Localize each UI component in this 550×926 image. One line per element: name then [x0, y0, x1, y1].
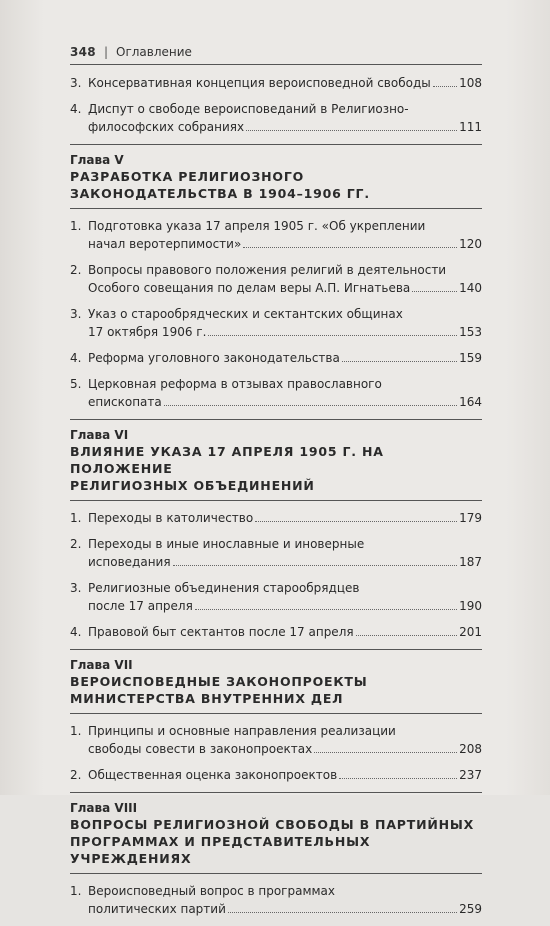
- toc-entry: [70, 375, 482, 411]
- dot-leader: [342, 361, 457, 362]
- entry-title: Реформа уголовного законодательства: [88, 351, 340, 365]
- entry-title-line1: Диспут о свободе вероисповеданий в Религиозно-: [88, 102, 409, 116]
- dot-leader: [208, 335, 457, 336]
- entry-title-line1: Подготовка указа 17 апреля 1905 г. «Об укреплении: [88, 219, 426, 233]
- entry-title-line1: Вопросы правового положения религий в деятельности: [88, 263, 447, 277]
- toc-entry: [70, 305, 482, 341]
- chapter-title-line1: РАЗРАБОТКА РЕЛИГИОЗНОГО: [70, 169, 305, 184]
- chapter-title: [70, 816, 482, 867]
- dot-leader: [314, 752, 457, 753]
- header-rule: [70, 64, 482, 65]
- dot-leader: [339, 778, 457, 779]
- toc-entry: [70, 766, 482, 784]
- entry-number: 2.: [70, 537, 82, 551]
- entry-number: 2.: [70, 263, 82, 277]
- chapter-title-line2: ЗАКОНОДАТЕЛЬСТВА В 1904–1906 ГГ.: [70, 186, 370, 201]
- dot-leader: [246, 130, 457, 131]
- entry-page: 187: [459, 555, 482, 569]
- toc-entry: [70, 882, 482, 918]
- entry-page: 237: [459, 768, 482, 782]
- entry-title-line2: политических партий: [88, 902, 226, 916]
- entry-title-line2: Особого совещания по делам веры А.П. Игнатьева: [88, 281, 411, 295]
- entry-page: 190: [459, 599, 482, 613]
- entry-title: Консервативная концепция вероисповедной свободы: [88, 76, 431, 90]
- section-rule: [70, 792, 482, 793]
- entry-title-line2: 17 октября 1906 г.: [88, 325, 207, 339]
- chapter-label: Глава V: [70, 153, 124, 167]
- entry-title-line1: Вероисповедный вопрос в программах: [88, 884, 336, 898]
- entry-number: 1.: [70, 511, 82, 525]
- section-rule: [70, 873, 482, 874]
- entry-number: 1.: [70, 219, 82, 233]
- entry-title-line2: епископата: [88, 395, 162, 409]
- entry-number: 3.: [70, 581, 82, 595]
- entry-page: 164: [459, 395, 482, 409]
- entry-page: 201: [459, 625, 482, 639]
- entry-title-line1: Указ о старообрядческих и сектантских общинах: [88, 307, 403, 321]
- dot-leader: [243, 247, 457, 248]
- toc-entry: [70, 100, 482, 136]
- entry-page: 108: [459, 76, 482, 90]
- entry-page: 140: [459, 281, 482, 295]
- section-rule: [70, 208, 482, 209]
- entry-title-line1: Переходы в иные инославные и иноверные: [88, 537, 365, 551]
- chapter-title: [70, 443, 482, 494]
- chapter-label: Глава VIII: [70, 801, 138, 815]
- entry-page: 179: [459, 511, 482, 525]
- toc-entry: [70, 261, 482, 297]
- entry-title-line2: исповедания: [88, 555, 171, 569]
- chapter-title: [70, 673, 482, 707]
- dot-leader: [164, 405, 457, 406]
- entry-number: 2.: [70, 768, 82, 782]
- toc-content: [70, 74, 482, 926]
- chapter-title-line2: МИНИСТЕРСТВА ВНУТРЕННИХ ДЕЛ: [70, 691, 344, 706]
- toc-entry: [70, 509, 482, 527]
- dot-leader: [356, 635, 458, 636]
- chapter-title: [70, 168, 482, 202]
- dot-leader: [255, 521, 457, 522]
- section-rule: [70, 649, 482, 650]
- entry-number: 1.: [70, 724, 82, 738]
- entry-page: 259: [459, 902, 482, 916]
- entry-page: 120: [459, 237, 482, 251]
- chapter-title-line1: ВЛИЯНИЕ УКАЗА 17 АПРЕЛЯ 1905 Г. НА ПОЛОЖЕНИЕ: [70, 444, 384, 476]
- toc-entry: [70, 349, 482, 367]
- section-rule: [70, 500, 482, 501]
- entry-title-line2: философских собраниях: [88, 120, 245, 134]
- entry-number: 3.: [70, 76, 82, 90]
- toc-entry: [70, 535, 482, 571]
- chapter-title-line1: ВЕРОИСПОВЕДНЫЕ ЗАКОНОПРОЕКТЫ: [70, 674, 368, 689]
- entry-title-line2: свободы совести в законопроектах: [88, 742, 313, 756]
- toc-entry: [70, 74, 482, 92]
- entry-title-line2: начал веротерпимости»: [88, 237, 242, 251]
- entry-number: 4.: [70, 625, 82, 639]
- dot-leader: [412, 291, 457, 292]
- section-rule: [70, 144, 482, 145]
- entry-page: 159: [459, 351, 482, 365]
- entry-title: Переходы в католичество: [88, 511, 254, 525]
- entry-number: 5.: [70, 377, 82, 391]
- entry-page: 111: [459, 120, 482, 134]
- chapter-title-line2: ПРОГРАММАХ И ПРЕДСТАВИТЕЛЬНЫХ УЧРЕЖДЕНИЯХ: [70, 834, 371, 866]
- section-rule: [70, 713, 482, 714]
- page-header: [70, 45, 192, 59]
- toc-entry: [70, 623, 482, 641]
- dot-leader: [195, 609, 457, 610]
- section-rule: [70, 419, 482, 420]
- chapter-label: Глава VI: [70, 428, 129, 442]
- dot-leader: [433, 86, 457, 87]
- entry-title-line1: Религиозные объединения старообрядцев: [88, 581, 360, 595]
- toc-entry: [70, 722, 482, 758]
- entry-page: 153: [459, 325, 482, 339]
- entry-title: Общественная оценка законопроектов: [88, 768, 338, 782]
- dot-leader: [173, 565, 458, 566]
- header-title: Оглавление: [116, 45, 192, 59]
- chapter-label: Глава VII: [70, 658, 133, 672]
- entry-number: 4.: [70, 351, 82, 365]
- entry-number: 4.: [70, 102, 82, 116]
- toc-entry: [70, 579, 482, 615]
- entry-number: 3.: [70, 307, 82, 321]
- entry-title-line1: Церковная реформа в отзывах православного: [88, 377, 382, 391]
- entry-number: 1.: [70, 884, 82, 898]
- chapter-title-line1: ВОПРОСЫ РЕЛИГИОЗНОЙ СВОБОДЫ В ПАРТИЙНЫХ: [70, 817, 475, 832]
- dot-leader: [228, 912, 457, 913]
- chapter-title-line2: РЕЛИГИОЗНЫХ ОБЪЕДИНЕНИЙ: [70, 478, 315, 493]
- toc-entry: [70, 217, 482, 253]
- entry-title-line2: после 17 апреля: [88, 599, 193, 613]
- entry-title-line1: Принципы и основные направления реализации: [88, 724, 396, 738]
- header-separator: |: [103, 45, 108, 59]
- entry-page: 208: [459, 742, 482, 756]
- entry-title: Правовой быт сектантов после 17 апреля: [88, 625, 354, 639]
- page-number: 348: [70, 45, 96, 59]
